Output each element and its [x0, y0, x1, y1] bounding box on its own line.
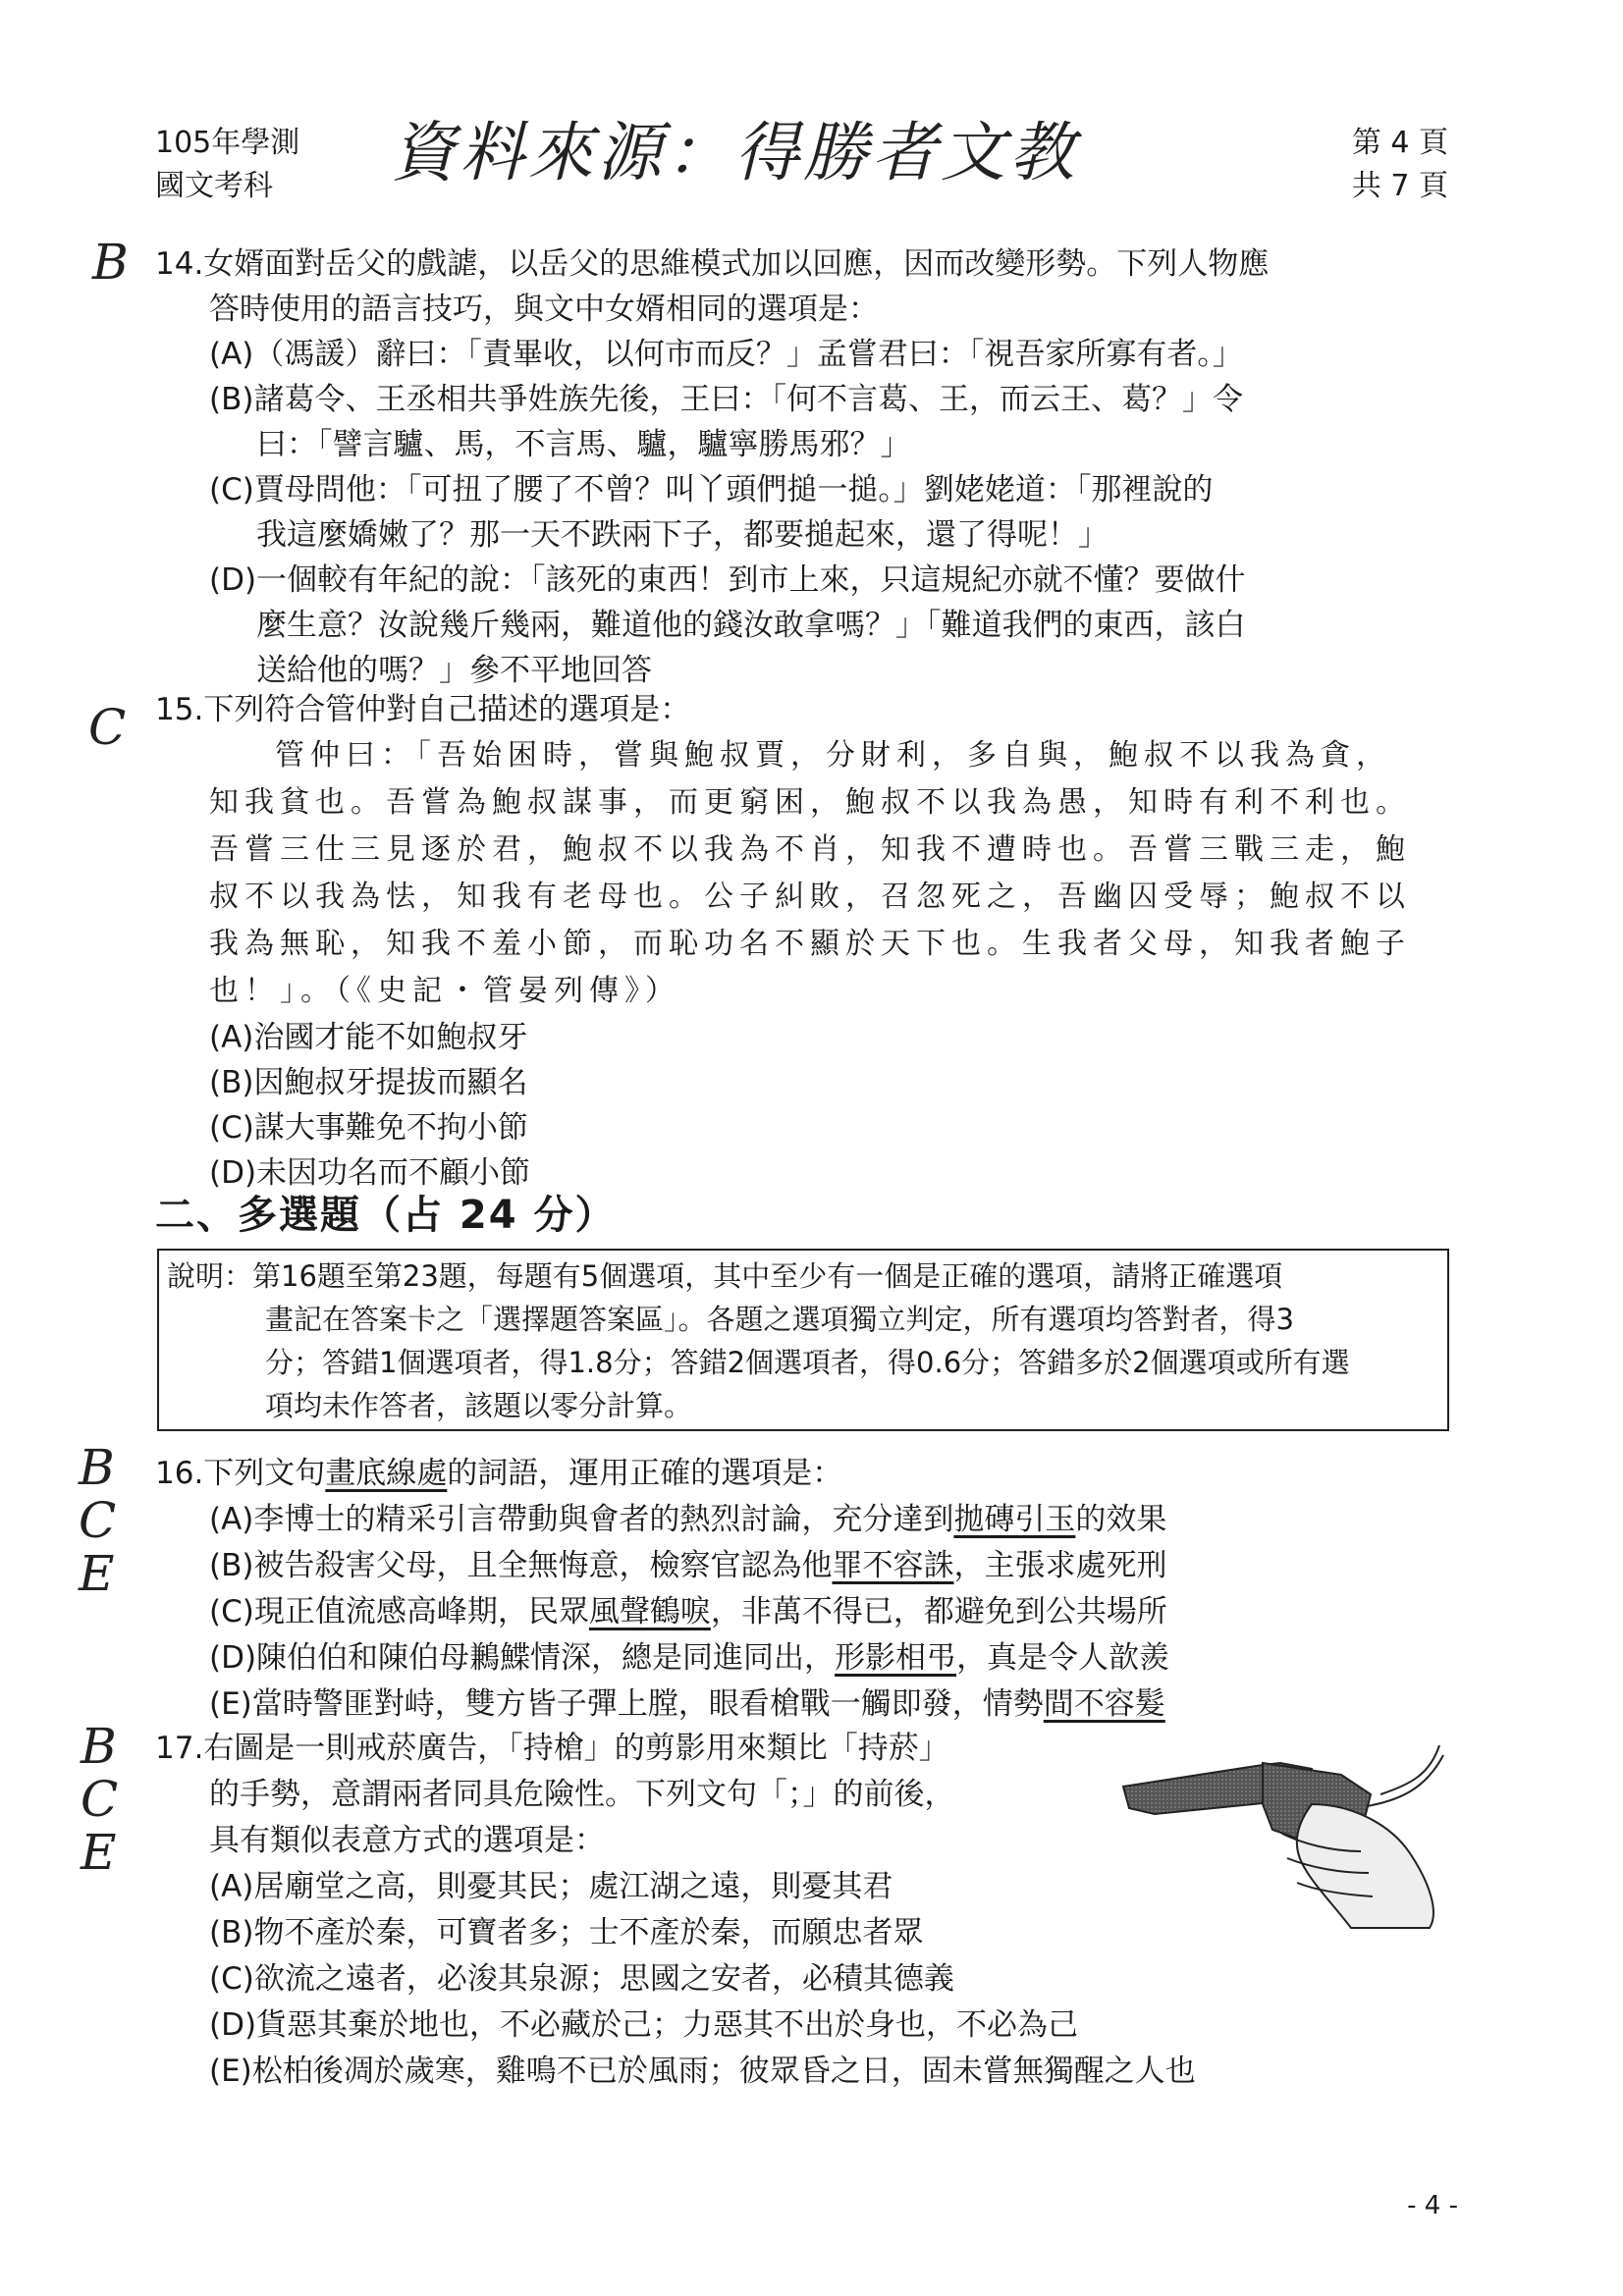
subject-name: 國文考科 [155, 169, 273, 203]
option-a: (A)居廟堂之高，則憂其民；處江湖之遠，則憂其君 [209, 1869, 893, 1904]
note-line: 說明：第16題至第23題，每題有5個選項，其中至少有一個是正確的選項，請將正確選項 [167, 1259, 1283, 1293]
stem-line: 具有類似表意方式的選項是： [209, 1823, 605, 1858]
option-b: (B)諸葛令、王丞相共爭姓族先後，王曰：「何不言葛、王，而云王、葛？」令 [209, 382, 1243, 417]
exam-name: 105年學測 [155, 126, 300, 160]
stem-line: 14.女婿面對岳父的戲謔，以岳父的思維模式加以回應，因而改變形勢。下列人物應 [155, 246, 1270, 282]
option-d: (D)未因功名而不顧小節 [209, 1155, 531, 1191]
page-indicator: 第 4 頁 [1351, 126, 1448, 160]
option-d-cont: 送給他的嗎？」參不平地回答 [256, 653, 652, 688]
option-a: (A)（馮諼）辭曰：「責畢收，以何市而反？」孟嘗君曰：「視吾家所寡有者。」 [209, 337, 1243, 372]
option-c: (C)現正值流感高峰期，民眾風聲鶴唳，非萬不得已，都避免到公共場所 [209, 1594, 1167, 1629]
underlined-term: 畫底線處 [325, 1456, 448, 1491]
handwritten-answer-q15: C [88, 699, 127, 756]
option-b: (B)物不產於秦，可寶者多；士不產於秦，而願忠者眾 [209, 1915, 924, 1950]
question-14 [155, 241, 1451, 693]
instructions-box [157, 1249, 1449, 1431]
passage-line: 吾嘗三仕三見逐於君，鮑叔不以我為不肖，知我不遭時也。吾嘗三戰三走，鮑 [209, 832, 1411, 867]
option-c: (C)欲流之遠者，必浚其泉源；思國之安者，必積其德義 [209, 1961, 954, 1997]
passage-line: 叔不以我為怯，知我有老母也。公子糾敗，召忽死之，吾幽囚受辱；鮑叔不以 [209, 880, 1411, 914]
total-pages: 共 7 頁 [1351, 169, 1448, 203]
gun-hand-silhouette-icon [1115, 1735, 1449, 1932]
passage-line: 也！」。（《史記・管晏列傳》） [209, 974, 680, 1008]
option-b-cont: 曰：「譬言驢、馬，不言馬、驢，驢寧勝馬邪？」 [256, 427, 911, 462]
note-line: 分；答錯1個選項者，得1.8分；答錯2個選項者，得0.6分；答錯多於2個選項或所有選 [265, 1346, 1350, 1379]
option-d: (D)陳伯伯和陳伯母鶼鰈情深，總是同進同出，形影相弔，真是令人歆羨 [209, 1640, 1170, 1676]
option-b: (B)因鮑叔牙提拔而顯名 [209, 1065, 528, 1100]
stem-line: 答時使用的語言技巧，與文中女婿相同的選項是： [209, 292, 879, 327]
option-c-cont: 我這麼嬌嫩了？那一天不跌兩下子，都要搥起來，還了得呢！」 [256, 517, 1109, 553]
option-c: (C)謀大事難免不拘小節 [209, 1110, 528, 1146]
option-d: (D)一個較有年紀的說：「該死的東西！到市上來，只這規紀亦就不懂？要做什 [209, 562, 1246, 598]
option-d: (D)貨惡其棄於地也，不必藏於己；力惡其不出於身也，不必為己 [209, 2007, 1079, 2043]
stem-line: 17.右圖是一則戒菸廣告，「持槍」的剪影用來類比「持菸」 [155, 1731, 949, 1766]
option-e: (E)當時警匪對峙，雙方皆子彈上膛，眼看槍戰一觸即發，情勢間不容髮 [209, 1686, 1165, 1722]
option-a: (A)李博士的精采引言帶動與會者的熱烈討論，充分達到拋磚引玉的效果 [209, 1502, 1167, 1537]
passage-line: 管仲曰：「吾始困時，嘗與鮑叔賈，分財利，多自與，鮑叔不以我為貪， [275, 738, 1391, 773]
stem-line: 15.下列符合管仲對自己描述的選項是： [155, 692, 691, 727]
question-16 [155, 1451, 1451, 1728]
handwritten-answers-q16: B C E [79, 1439, 117, 1602]
note-line: 畫記在答案卡之「選擇題答案區」。各題之選項獨立判定，所有選項均答對者，得3 [265, 1303, 1294, 1336]
note-line: 項均未作答者，該題以零分計算。 [265, 1389, 693, 1422]
page-number: - 4 - [1407, 2191, 1458, 2220]
option-c: (C)賈母問他：「可扭了腰了不曾？叫丫頭們搥一搥。」劉姥姥道：「那裡說的 [209, 472, 1214, 507]
passage-line: 我為無恥，知我不羞小節，而恥功名不顯於天下也。生我者父母，知我者鮑子 [209, 927, 1411, 961]
question-15 [155, 687, 1451, 1196]
option-d-cont: 麼生意？汝說幾斤幾兩，難道他的錢汝敢拿嗎？」「難道我們的東西，該白 [256, 608, 1246, 643]
stem-line: 16.下列文句畫底線處的詞語，運用正確的選項是： [155, 1456, 843, 1491]
option-e: (E)松柏後凋於歲寒，雞鳴不已於風雨；彼眾昏之日，固未嘗無獨醒之人也 [209, 2054, 1196, 2089]
handwritten-source: 資料來源：得勝者文教 [391, 115, 1078, 190]
section-title: 二、多選題（占 24 分） [155, 1193, 617, 1238]
handwritten-answer-q14: B [92, 234, 129, 291]
header-left [155, 122, 299, 208]
passage-line: 知我貧也。吾嘗為鮑叔謀事，而更窮困，鮑叔不以我為愚，知時有利不利也。 [209, 785, 1411, 820]
stem-line: 的手勢，意謂兩者同具危險性。下列文句「；」的前後， [209, 1777, 955, 1812]
option-b: (B)被告殺害父母，且全無悔意，檢察官認為他罪不容誅，主張求處死刑 [209, 1548, 1167, 1583]
handwritten-answers-q17: B C E [81, 1718, 119, 1881]
option-a: (A)治國才能不如鮑叔牙 [209, 1020, 528, 1055]
header-right [1352, 122, 1448, 208]
